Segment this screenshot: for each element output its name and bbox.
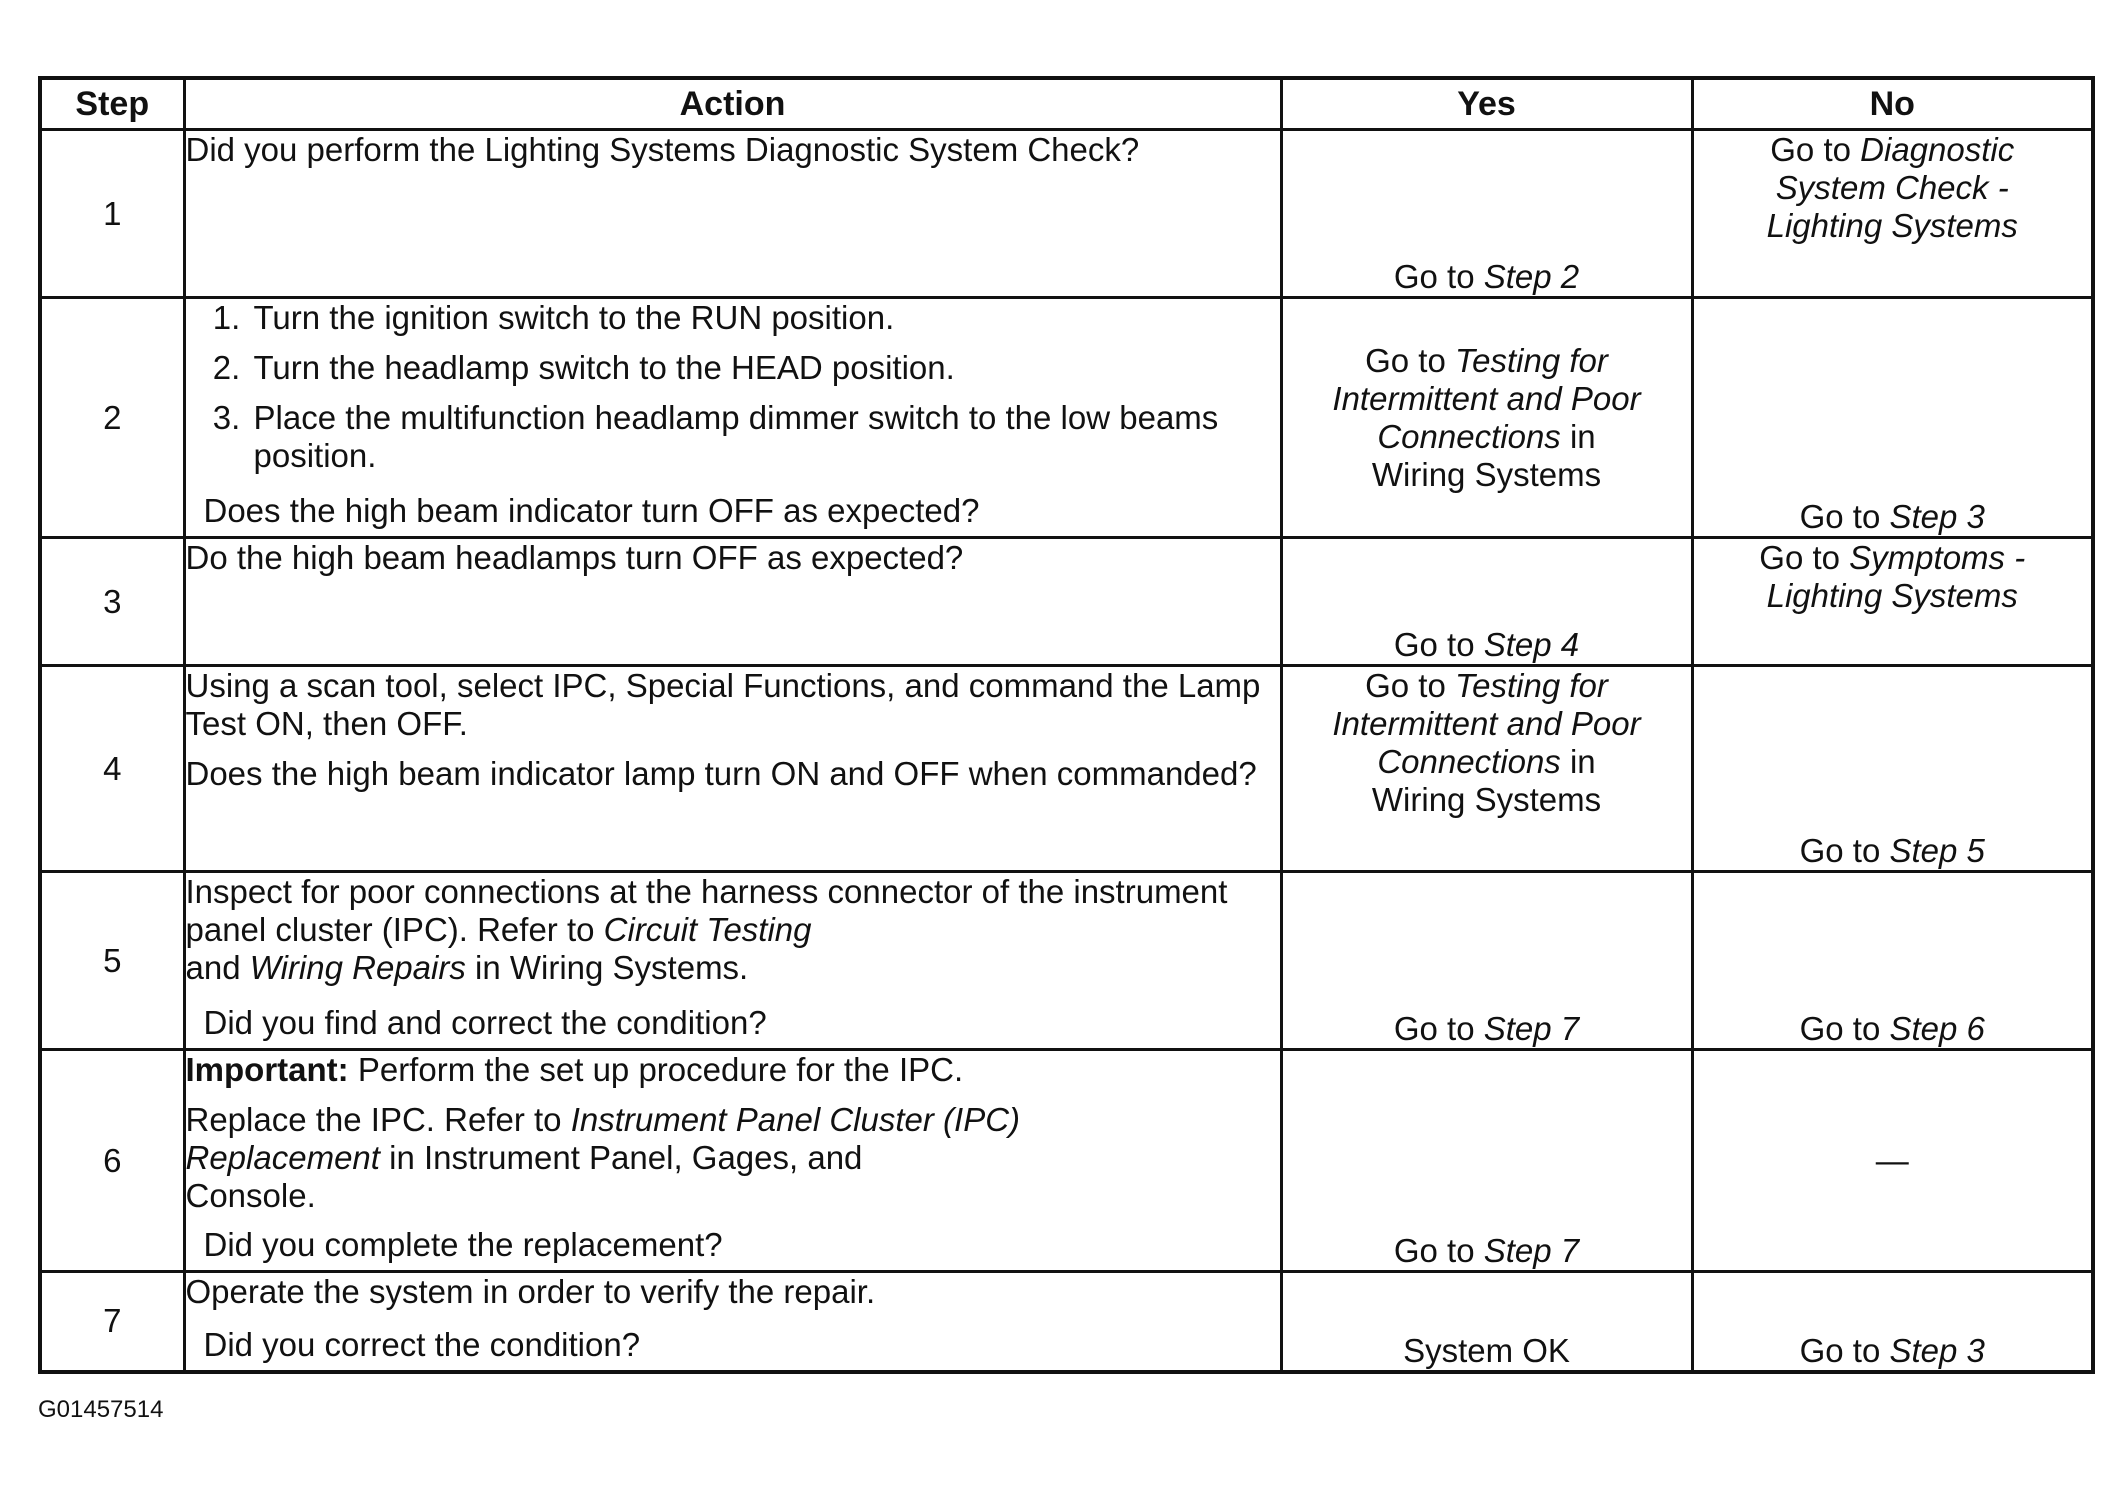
figure-id: G01457514 (38, 1396, 164, 1423)
table-row-step-5 (40, 872, 2093, 1050)
yes-cell (1281, 872, 1692, 1050)
yes-step-link[interactable]: Step 7 (1483, 1232, 1580, 1269)
yes-prefix: Go to (1365, 667, 1455, 704)
table-row-step-4 (40, 666, 2093, 872)
action-question: Did you perform the Lighting Systems Diagnostic System Check? (185, 131, 1140, 168)
no-cell (1692, 538, 2093, 666)
step-number: 5 (40, 872, 184, 1050)
header-no: No (1692, 78, 2093, 130)
no-prefix: Go to (1799, 832, 1890, 869)
action-steps-list (186, 299, 1280, 475)
yes-line4: Wiring Systems (1371, 455, 1602, 493)
yes-prefix: Go to (1365, 341, 1455, 379)
header-step: Step (40, 78, 184, 130)
step-number: 4 (40, 666, 184, 872)
yes-ref-line3[interactable]: Connections (1377, 417, 1561, 455)
ref-wiring-repairs[interactable]: Wiring Repairs (249, 949, 466, 986)
no-step-link[interactable]: Step 3 (1889, 1331, 1985, 1369)
yes-cell (1281, 130, 1692, 298)
no-ref-line2[interactable]: Lighting Systems (1766, 577, 2018, 614)
no-prefix: Go to (1799, 498, 1890, 535)
action-cell (184, 666, 1281, 872)
no-ref-line3[interactable]: Lighting Systems (1766, 207, 2018, 244)
header-yes: Yes (1281, 78, 1692, 130)
no-ref-line2[interactable]: System Check - (1775, 169, 2009, 206)
yes-ref-line1[interactable]: Testing for (1455, 667, 1608, 704)
yes-prefix: Go to (1393, 1010, 1484, 1047)
action-cell (184, 872, 1281, 1050)
no-ref-line1[interactable]: Symptoms - (1849, 539, 2026, 576)
action-text: Inspect for poor connections at the harness connector of the instrument panel cluster (IPC). Refer to (185, 873, 1228, 948)
no-step-link[interactable]: Step 5 (1889, 832, 1985, 869)
action-text-tail: in Wiring Systems. (465, 949, 749, 986)
action-instruction: Operate the system in order to verify the repair. (185, 1273, 876, 1310)
yes-prefix: Go to (1393, 258, 1484, 295)
step-number: 2 (40, 298, 184, 538)
action-instruction: Using a scan tool, select IPC, Special Functions, and command the Lamp Test ON, then OFF. (185, 667, 1261, 742)
action-cell (184, 130, 1281, 298)
step-number: 1 (40, 130, 184, 298)
no-cell (1692, 298, 2093, 538)
yes-step-link[interactable]: Step 4 (1483, 626, 1580, 663)
no-cell (1692, 1272, 2093, 1372)
action-cell (184, 1050, 1281, 1272)
yes-cell (1281, 298, 1692, 538)
action-question: Does the high beam indicator lamp turn ON and OFF when commanded? (185, 755, 1257, 792)
action-question: Did you correct the condition? (203, 1325, 641, 1363)
action-instruction (186, 1101, 1280, 1215)
yes-line4: Wiring Systems (1371, 781, 1602, 818)
yes-step-link[interactable]: Step 2 (1483, 258, 1580, 295)
yes-in-text: in (1560, 417, 1596, 455)
yes-cell (1281, 666, 1692, 872)
no-step-link[interactable]: Step 3 (1889, 498, 1985, 535)
yes-ref-line2[interactable]: Intermittent and Poor (1332, 705, 1641, 742)
action-question: Do the high beam headlamps turn OFF as expected? (185, 539, 964, 576)
step-number: 3 (40, 538, 184, 666)
action-step-item: 1. Turn the ignition switch to the RUN position. (250, 299, 1280, 337)
yes-text: System OK (1403, 1331, 1570, 1369)
table-row-step-1 (40, 130, 2093, 298)
no-prefix: Go to (1759, 539, 1850, 576)
ref-circuit-testing[interactable]: Circuit Testing (603, 911, 812, 948)
header-row (40, 78, 2093, 130)
action-question: Did you complete the replacement? (203, 1226, 723, 1263)
no-ref-line1[interactable]: Diagnostic (1860, 131, 2015, 168)
header-action: Action (184, 78, 1281, 130)
yes-cell (1281, 1050, 1692, 1272)
action-question: Does the high beam indicator turn OFF as expected? (203, 492, 980, 529)
important-text: Perform the set up procedure for the IPC. (348, 1051, 964, 1088)
yes-step-link[interactable]: Step 7 (1483, 1010, 1580, 1047)
no-cell (1692, 130, 2093, 298)
table-row-step-2 (40, 298, 2093, 538)
yes-cell (1281, 538, 1692, 666)
action-text-and: and (185, 949, 250, 986)
no-prefix: Go to (1799, 1331, 1890, 1369)
diagnostic-table (38, 76, 2095, 1374)
action-cell (184, 298, 1281, 538)
action-step-item: 3. Place the multifunction headlamp dimmer switch to the low beams position. (250, 399, 1280, 475)
yes-in-text: in (1560, 743, 1596, 780)
ref-ipc-line2[interactable]: Replacement (185, 1139, 380, 1176)
step-number: 6 (40, 1050, 184, 1272)
no-cell (1692, 666, 2093, 872)
yes-prefix: Go to (1393, 626, 1484, 663)
table-row-step-7 (40, 1272, 2093, 1372)
action-instruction (186, 873, 1280, 987)
yes-cell (1281, 1272, 1692, 1372)
no-cell (1692, 872, 2093, 1050)
table-row-step-6 (40, 1050, 2093, 1272)
table-row-step-3 (40, 538, 2093, 666)
important-label: Important: (185, 1051, 349, 1088)
action-text-tail: in Instrument Panel, Gages, and (379, 1139, 863, 1176)
action-text: Replace the IPC. Refer to (185, 1101, 571, 1138)
no-prefix: Go to (1799, 1010, 1890, 1047)
yes-ref-line2[interactable]: Intermittent and Poor (1332, 379, 1641, 417)
diagnostic-table-container (38, 76, 2091, 1374)
no-step-link[interactable]: Step 6 (1889, 1010, 1985, 1047)
yes-ref-line3[interactable]: Connections (1377, 743, 1561, 780)
action-cell (184, 1272, 1281, 1372)
action-question: Did you find and correct the condition? (203, 1004, 767, 1041)
no-dash: — (1875, 1141, 1909, 1179)
step-number: 7 (40, 1272, 184, 1372)
no-cell (1692, 1050, 2093, 1272)
action-step-item: 2. Turn the headlamp switch to the HEAD position. (250, 349, 1280, 387)
yes-ref-line1[interactable]: Testing for (1455, 341, 1608, 379)
action-text-console: Console. (185, 1177, 316, 1214)
important-note (186, 1051, 1280, 1089)
no-prefix: Go to (1770, 131, 1861, 168)
yes-prefix: Go to (1393, 1232, 1484, 1269)
ref-ipc-line1[interactable]: Instrument Panel Cluster (IPC) (570, 1101, 1021, 1138)
action-cell (184, 538, 1281, 666)
